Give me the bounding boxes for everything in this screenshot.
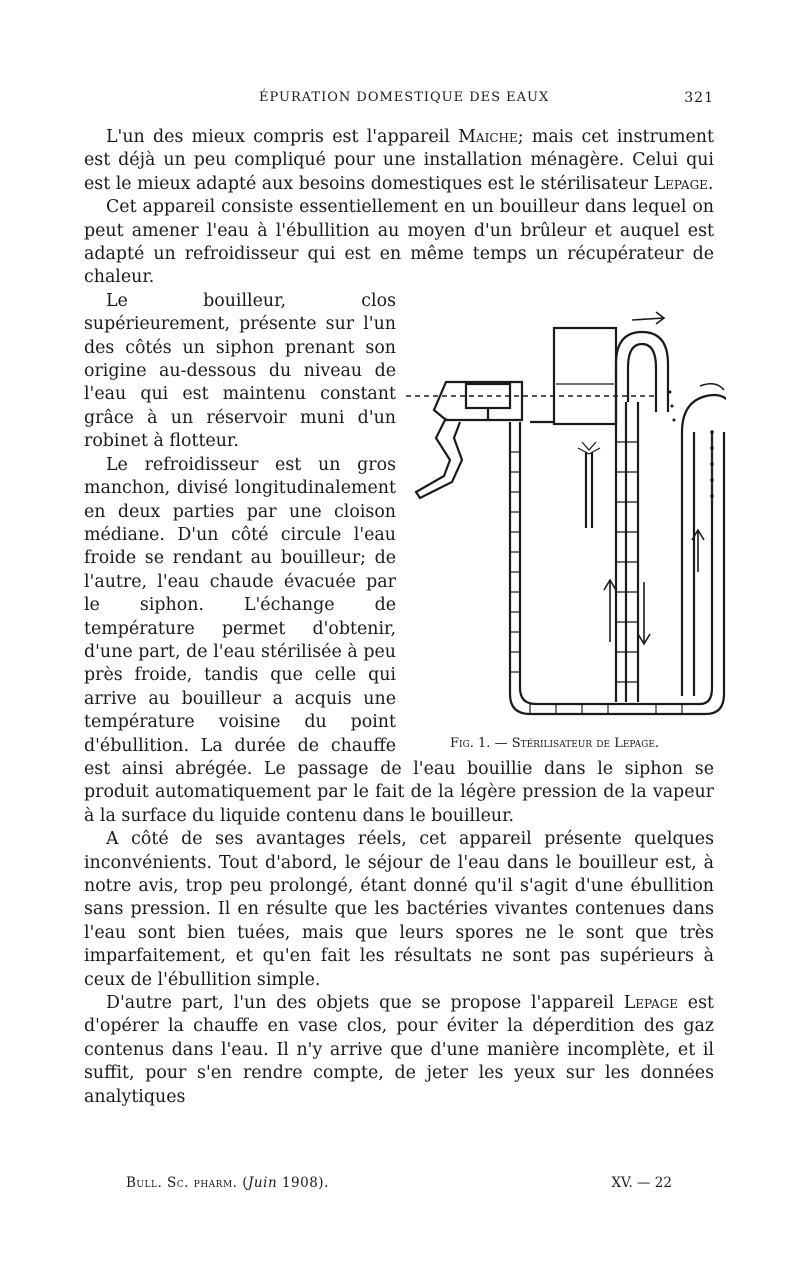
boiler — [554, 328, 616, 424]
name-maiche: Maiche — [458, 127, 518, 147]
running-title: ÉPURATION DOMESTIQUE DES EAUX — [259, 90, 550, 105]
paragraph-6-text-a: D'autre part, l'un des objets que se propose l'appareil — [106, 993, 624, 1014]
arrow-down — [638, 582, 650, 644]
reservoir-tank — [434, 382, 522, 420]
paragraph-6 — [84, 992, 714, 1109]
outlet-tube — [682, 432, 694, 696]
siphon-inner — [628, 344, 656, 412]
name-lepage-2: Lepage — [623, 993, 679, 1014]
paragraph-2: Cet appareil consiste essentiellement en un bouilleur dans lequel on peut amener l'eau à l'ébullition au moyen d'un brûleur et auquel est adapté un refroidisseur qui est en même temps un récupérateur de chaleur. — [84, 197, 714, 288]
page-footer — [126, 1175, 672, 1195]
figure-caption — [450, 732, 750, 755]
sterilizer-diagram — [406, 292, 726, 732]
caption-name: Lepage — [614, 735, 655, 751]
journal-name: Bull. Sc. pharm. ( — [126, 1175, 249, 1191]
name-lepage: Lepage — [653, 173, 708, 194]
article-body — [84, 126, 714, 1109]
paragraph-1-text-c: ; mais cet instrument est déjà un peu compliqué pour une installation ménagère. Celui qui est le mieux adapté aux besoins domestiques est le stérilisateur — [84, 127, 714, 194]
caption-prefix: Fig. 1. — Stérilisateur de — [450, 735, 615, 751]
paragraph-1 — [84, 126, 714, 196]
arrow-up — [604, 580, 616, 642]
journal-reference — [126, 1175, 329, 1191]
paragraph-5: A côté de ses avantages réels, cet appareil présente quelques inconvénients. Tout d'abord, le séjour de l'eau dans le bouilleur est, à notre avis, trop peu prolongé, étant donné qu'il s'agit d'une ébullition sans pression. Il en résulte que les bactéries vivantes contenues dans l'eau sont bien tuées, mais que leurs spores ne le sont que très imparfaitement, et qu'en fait les résultats ne sont pas supérieurs à ceux de l'ébullition simple. — [84, 829, 714, 990]
arrow-outlet — [700, 384, 724, 390]
paragraph-1-text-a: L'un des mieux compris est l'appareil — [106, 127, 459, 147]
faucet — [416, 418, 462, 498]
signature-mark: XV. — 22 — [611, 1175, 672, 1191]
water-drops — [669, 390, 714, 497]
figure-sterilizer — [406, 292, 726, 754]
journal-month: Juin — [248, 1175, 278, 1191]
cooler-fins — [510, 442, 682, 714]
paragraph-6-text-c: est d'opérer la chauffe en vase clos, pour éviter la déperdition des gaz contenus dans l'eau. Il n'y arrive que d'une manière incomplète, et il suffit, pour s'en rendre compte, de jeter les yeux sur les données analytiques — [84, 993, 714, 1107]
caption-suffix: . — [654, 735, 660, 751]
arrow-top — [632, 312, 664, 324]
burner-flame — [578, 442, 600, 454]
paragraph-1-text-e: . — [707, 173, 714, 194]
paragraph-3: Le bouilleur, clos supérieurement, présente sur l'un des côtés un siphon prenant son origine au-dessous du niveau de l'eau qui est maintenu constant grâce à un réservoir muni d'un robinet à flotteur. — [84, 290, 396, 452]
journal-year: 1908). — [277, 1175, 329, 1191]
running-header — [84, 90, 714, 114]
outlet-hook — [682, 395, 726, 432]
paragraph-4: Le refroidisseur est un gros manchon, divisé longitudinalement en deux parties par une cloison médiane. D'un côté circule l'eau froide se rendant au bouilleur; de l'autre, l'eau chaude évacuée par le siphon. L'échange de température permet d'obtenir, d'une part, de l'eau stérilisée à peu près froide, tandis que celle qui arrive au bouilleur a acquis une température voisine du point d'ébullition. La durée de chauffe est ainsi abrégée. Le passage de l'eau bouillie dans le siphon se produit automatiquement par le fait de la légère pression de la vapeur à la surface du liquide contenu dans le bouilleur. — [84, 454, 714, 826]
page-number: 321 — [684, 90, 714, 106]
